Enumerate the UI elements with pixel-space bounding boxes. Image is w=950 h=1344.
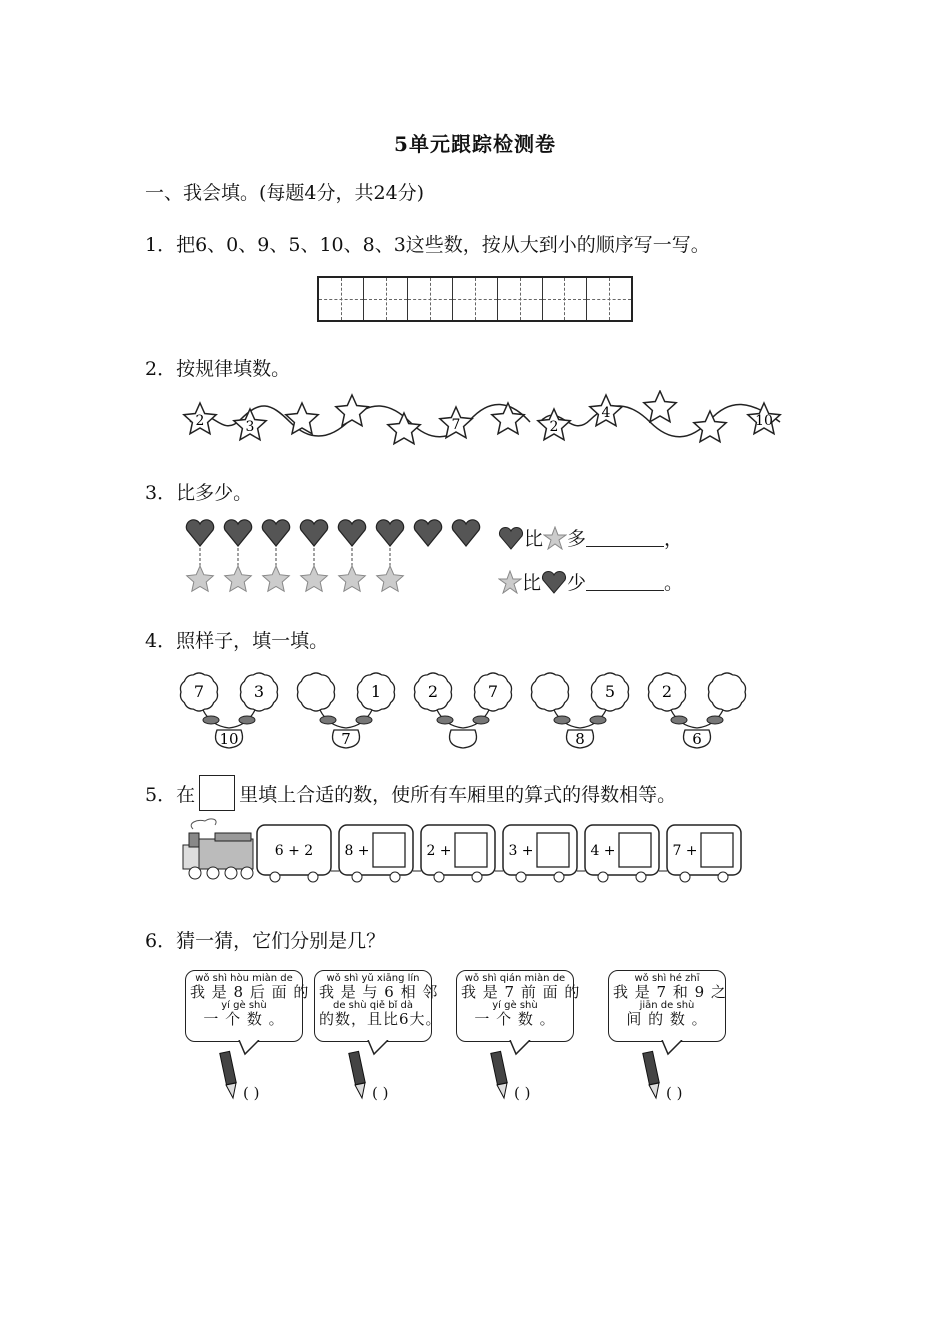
speech-bubble bbox=[185, 970, 310, 1042]
star-icon bbox=[377, 566, 404, 591]
pinyin-line: wǒ shì yǔ xiāng lín bbox=[326, 973, 420, 984]
q3-figures bbox=[180, 518, 490, 602]
star-item bbox=[590, 395, 622, 426]
star-number: 4 bbox=[601, 405, 611, 421]
train-car bbox=[659, 825, 741, 882]
heart-icon bbox=[452, 520, 479, 546]
leaf-icon bbox=[590, 716, 606, 724]
star-item[interactable] bbox=[644, 391, 676, 422]
heart-icon bbox=[186, 520, 213, 566]
q5-text bbox=[145, 775, 676, 811]
q5-text-before: 5．在 bbox=[145, 783, 196, 806]
grid-cell[interactable] bbox=[497, 278, 542, 320]
hint-line: 的数，且比6大。 bbox=[319, 1010, 442, 1028]
hint-line: 一 个 数 。 bbox=[203, 1010, 285, 1028]
star-number: 10 bbox=[755, 413, 773, 429]
flower-shape bbox=[297, 673, 334, 711]
pinyin-line: de shù qiě bǐ dà bbox=[333, 1000, 413, 1011]
q3-answer-blank-1[interactable] bbox=[586, 528, 664, 547]
q3-compare-word: 比 bbox=[524, 528, 544, 550]
leaf-icon bbox=[671, 716, 687, 724]
hint-line: 间 的 数 。 bbox=[626, 1010, 708, 1028]
pot-shape bbox=[450, 730, 477, 748]
heart-icon bbox=[498, 525, 524, 551]
pot-number: 10 bbox=[219, 730, 239, 748]
answer-parentheses[interactable]: ( ) bbox=[666, 1084, 683, 1102]
star-item bbox=[234, 409, 266, 440]
leaf-icon bbox=[707, 716, 723, 724]
star-icon bbox=[301, 566, 328, 591]
flower-pot-item bbox=[648, 673, 745, 748]
q5-text-after: 里填上合适的数，使所有车厢里的算式的得数相等。 bbox=[239, 783, 677, 806]
train-car bbox=[495, 825, 577, 882]
hint-line: 我 是 7 前 面 的 bbox=[461, 983, 581, 1001]
star-item bbox=[748, 403, 780, 434]
star-item bbox=[184, 403, 216, 434]
flower-pot-item bbox=[180, 673, 277, 748]
train-car bbox=[577, 825, 659, 882]
flower-number-left: 2 bbox=[427, 682, 439, 701]
star-number: 7 bbox=[451, 417, 461, 433]
pot-number: 7 bbox=[341, 730, 351, 748]
star-number: 2 bbox=[195, 413, 205, 429]
pinyin-line: wǒ shì qián miàn de bbox=[464, 973, 566, 984]
pinyin-line: yí gè shù bbox=[221, 1000, 267, 1011]
grid-cell[interactable] bbox=[452, 278, 497, 320]
star-item bbox=[440, 407, 472, 438]
car-expression: 7 + bbox=[672, 843, 698, 859]
car-expression: 2 + bbox=[426, 843, 452, 859]
answer-box[interactable] bbox=[701, 833, 733, 867]
q2-star-chain bbox=[180, 390, 790, 454]
q2-text: 2．按规律填数。 bbox=[145, 358, 291, 380]
flower-pot-item bbox=[297, 673, 394, 748]
leaf-icon bbox=[203, 716, 219, 724]
q4-text: 4．照样子，填一填。 bbox=[145, 630, 329, 652]
star-shape bbox=[388, 413, 420, 444]
flower-pot-item bbox=[414, 673, 511, 748]
star-item[interactable] bbox=[286, 403, 318, 434]
grid-cell[interactable] bbox=[407, 278, 452, 320]
grid-cell[interactable] bbox=[363, 278, 408, 320]
star-number: 3 bbox=[245, 419, 255, 435]
car-expression: 6 + 2 bbox=[274, 843, 314, 859]
heart-icon bbox=[414, 520, 441, 546]
train-car bbox=[413, 825, 495, 882]
hint-line: 我 是 7 和 9 之 bbox=[613, 983, 727, 1001]
star-shape bbox=[492, 403, 524, 434]
star-icon bbox=[263, 566, 290, 591]
speech-bubble bbox=[456, 970, 581, 1042]
flower-pot-item bbox=[531, 673, 628, 748]
star-item[interactable] bbox=[388, 413, 420, 444]
hint-line: 我 是 8 后 面 的 bbox=[190, 983, 310, 1001]
q3-line1 bbox=[498, 524, 683, 551]
star-item bbox=[538, 409, 570, 440]
answer-box[interactable] bbox=[373, 833, 405, 867]
leaf-icon bbox=[356, 716, 372, 724]
q4-flower-pots bbox=[175, 668, 775, 750]
q6-text: 6．猜一猜，它们分别是几？ bbox=[145, 930, 386, 952]
q3-punct-2: 。 bbox=[664, 572, 684, 594]
flower-number-right: 1 bbox=[370, 682, 382, 701]
hint-line: 我 是 与 6 相 邻 bbox=[319, 983, 439, 1001]
star-shape bbox=[694, 411, 726, 442]
flower-number-left: 7 bbox=[193, 682, 205, 701]
pot-number: 8 bbox=[575, 730, 585, 748]
car-expression: 4 + bbox=[590, 843, 616, 859]
answer-box[interactable] bbox=[537, 833, 569, 867]
example-box bbox=[199, 775, 235, 811]
section-heading: 一、我会填。(每题4分，共24分) bbox=[145, 182, 425, 204]
answer-box[interactable] bbox=[455, 833, 487, 867]
pinyin-line: yí gè shù bbox=[492, 1000, 538, 1011]
q3-text: 3．比多少。 bbox=[145, 482, 253, 504]
star-shape bbox=[336, 395, 368, 426]
star-icon bbox=[498, 570, 522, 594]
q3-less-word: 少 bbox=[567, 572, 587, 594]
heart-icon bbox=[262, 520, 289, 566]
heart-icon bbox=[376, 520, 403, 566]
answer-box[interactable] bbox=[619, 833, 651, 867]
star-number: 2 bbox=[549, 419, 559, 435]
q3-punct-1: ， bbox=[664, 528, 684, 550]
pencil-icon bbox=[219, 1050, 243, 1102]
q3-more-word: 多 bbox=[567, 528, 587, 550]
answer-parentheses[interactable]: ( ) bbox=[514, 1084, 531, 1102]
star-icon bbox=[225, 566, 252, 591]
car-expression: 8 + bbox=[344, 843, 370, 859]
grid-cell[interactable] bbox=[319, 278, 363, 320]
star-item[interactable] bbox=[694, 411, 726, 442]
flower-shape bbox=[531, 673, 568, 711]
q1-text: 1．把6、0、9、5、10、8、3这些数，按从大到小的顺序写一写。 bbox=[145, 234, 710, 256]
heart-icon bbox=[224, 520, 251, 566]
car-expression: 3 + bbox=[508, 843, 534, 859]
leaf-icon bbox=[437, 716, 453, 724]
q1-answer-grid[interactable] bbox=[317, 276, 633, 322]
q3-answer-blank-2[interactable] bbox=[586, 572, 664, 591]
vine-line bbox=[190, 404, 780, 436]
heart-icon bbox=[300, 520, 327, 566]
pencil-icon bbox=[642, 1050, 666, 1102]
locomotive-icon bbox=[183, 819, 253, 879]
grid-cell[interactable] bbox=[586, 278, 631, 320]
leaf-icon bbox=[554, 716, 570, 724]
q3-compare-word: 比 bbox=[522, 572, 542, 594]
star-item[interactable] bbox=[492, 403, 524, 434]
grid-cell[interactable] bbox=[542, 278, 587, 320]
star-icon bbox=[187, 566, 214, 591]
pinyin-line: wǒ shì hòu miàn de bbox=[195, 973, 293, 984]
flower-number-right: 3 bbox=[253, 682, 265, 701]
speech-bubble bbox=[314, 970, 442, 1042]
pinyin-line: jiān de shù bbox=[639, 1000, 695, 1011]
answer-parentheses[interactable]: ( ) bbox=[243, 1084, 260, 1102]
train-car bbox=[257, 825, 331, 882]
pot-number: 6 bbox=[692, 730, 702, 748]
q5-train bbox=[175, 815, 750, 887]
q3-line2 bbox=[498, 568, 683, 595]
leaf-icon bbox=[239, 716, 255, 724]
train-car bbox=[331, 825, 413, 882]
page-title: 5单元跟踪检测卷 bbox=[394, 132, 556, 156]
star-item[interactable] bbox=[336, 395, 368, 426]
answer-parentheses[interactable]: ( ) bbox=[372, 1084, 389, 1102]
leaf-icon bbox=[320, 716, 336, 724]
leaf-icon bbox=[473, 716, 489, 724]
star-shape bbox=[286, 403, 318, 434]
star-shape bbox=[644, 391, 676, 422]
star-icon bbox=[543, 526, 567, 550]
pencil-icon bbox=[348, 1050, 372, 1102]
heart-icon bbox=[541, 569, 567, 595]
flower-shape bbox=[708, 673, 745, 711]
pencil-icon bbox=[490, 1050, 514, 1102]
flower-number-left: 2 bbox=[661, 682, 673, 701]
speech-bubble bbox=[608, 970, 726, 1042]
pinyin-line: wǒ shì hé zhī bbox=[634, 973, 700, 984]
hint-line: 一 个 数 。 bbox=[474, 1010, 556, 1028]
flower-number-right: 7 bbox=[487, 682, 499, 701]
star-icon bbox=[339, 566, 366, 591]
flower-number-right: 5 bbox=[604, 682, 616, 701]
heart-icon bbox=[338, 520, 365, 566]
